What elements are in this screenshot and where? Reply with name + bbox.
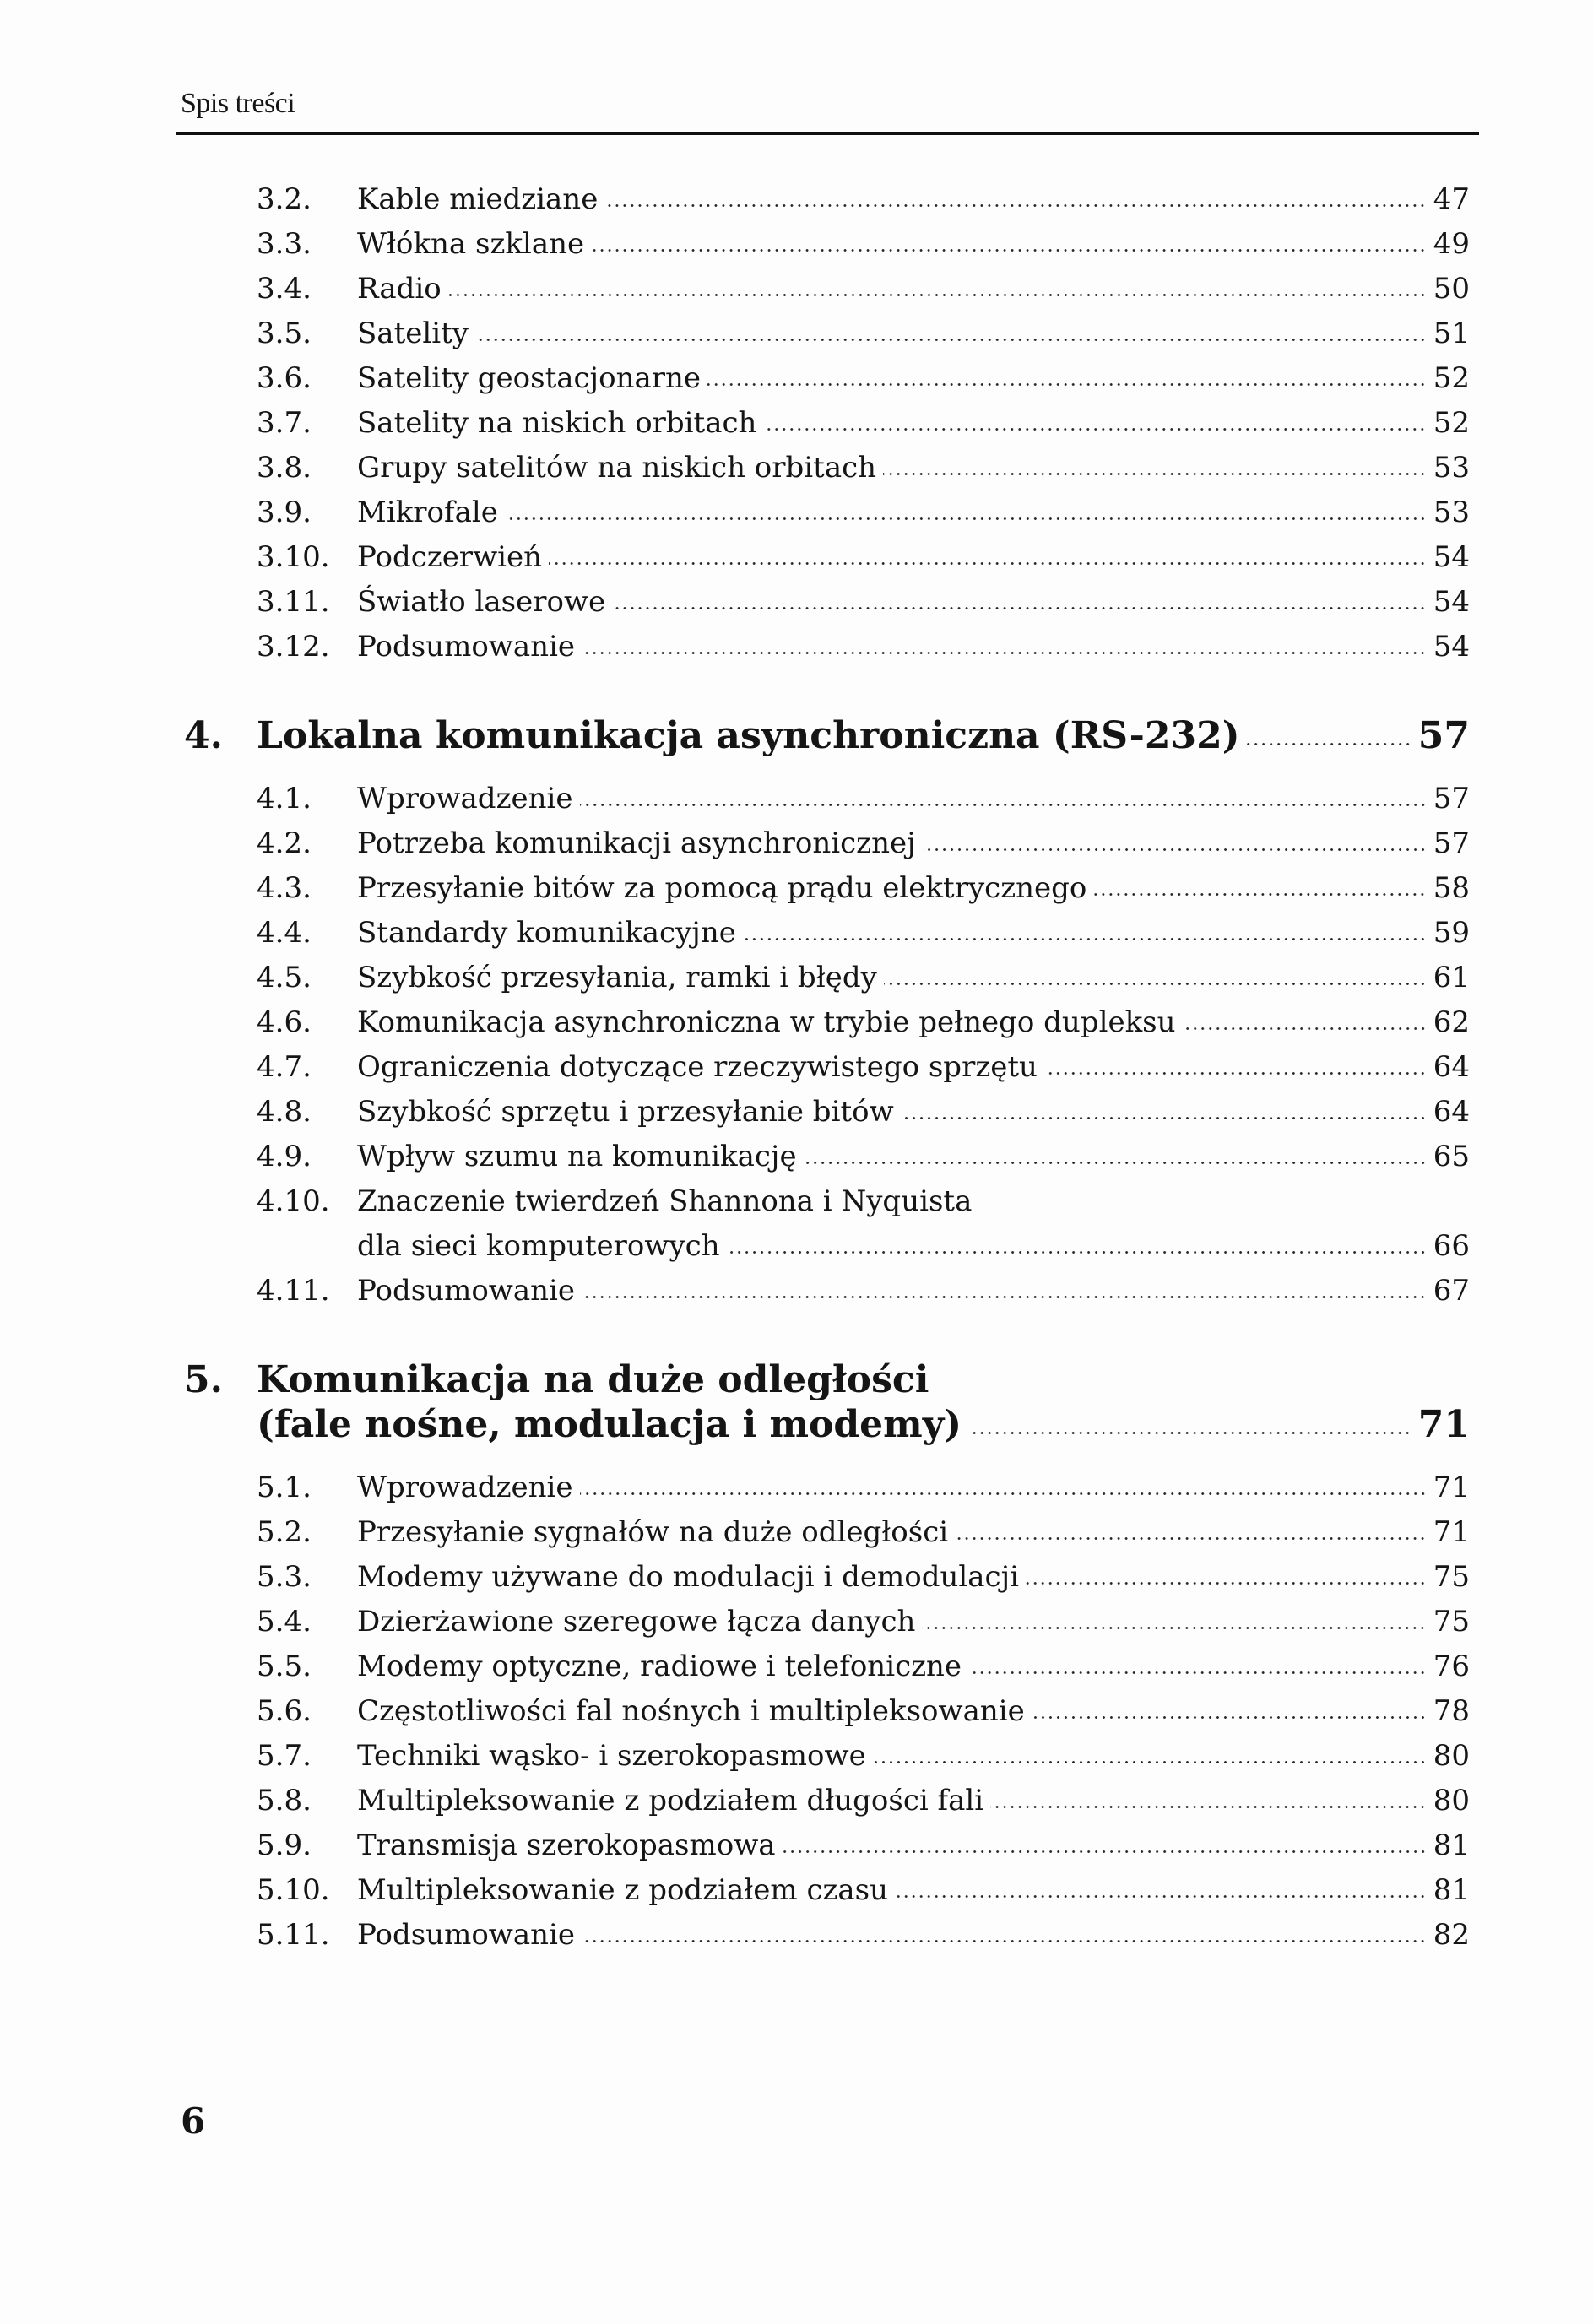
entry-title: Podsumowanie bbox=[357, 1274, 576, 1308]
dot-leader bbox=[591, 249, 1427, 252]
dot-leader bbox=[873, 1761, 1427, 1763]
entry-line bbox=[357, 1269, 1470, 1314]
entry-number: 4.5. bbox=[257, 961, 312, 994]
toc-entry[interactable] bbox=[0, 1689, 1593, 1734]
entry-title: Wpływ szumu na komunikację bbox=[357, 1140, 797, 1173]
toc-entry[interactable] bbox=[0, 1045, 1593, 1090]
dot-leader bbox=[968, 1432, 1411, 1434]
toc-entry[interactable] bbox=[0, 866, 1593, 911]
toc-entry[interactable] bbox=[0, 580, 1593, 625]
entry-number: 3.4. bbox=[257, 272, 312, 306]
entry-page: 57 bbox=[1433, 826, 1470, 860]
dot-leader bbox=[783, 1850, 1427, 1853]
toc-entry[interactable] bbox=[0, 821, 1593, 866]
entry-line bbox=[357, 1000, 1470, 1045]
entry-page: 57 bbox=[1417, 714, 1470, 757]
dot-leader bbox=[884, 983, 1427, 985]
dot-leader bbox=[580, 1492, 1427, 1495]
entry-page: 57 bbox=[1433, 782, 1470, 815]
entry-line bbox=[257, 713, 1470, 758]
entry-title: Częstotliwości fal nośnych i multipleksowanie bbox=[357, 1694, 1025, 1728]
entry-page: 54 bbox=[1433, 585, 1470, 619]
toc-entry[interactable] bbox=[0, 625, 1593, 669]
entry-number: 4.8. bbox=[257, 1095, 312, 1129]
entry-number: 3.10. bbox=[257, 540, 330, 574]
entry-line bbox=[357, 267, 1470, 311]
toc-entry[interactable] bbox=[0, 401, 1593, 446]
entry-line bbox=[357, 222, 1470, 267]
entry-line bbox=[357, 1600, 1470, 1644]
entry-page: 64 bbox=[1433, 1095, 1470, 1129]
dot-leader bbox=[727, 1251, 1427, 1254]
header-rule bbox=[176, 132, 1479, 135]
entry-line bbox=[357, 866, 1470, 911]
entry-line bbox=[357, 311, 1470, 356]
entry-title: Transmisja szerokopasmowa bbox=[357, 1828, 776, 1862]
entry-title: Multipleksowanie z podziałem czasu bbox=[357, 1873, 889, 1907]
dot-leader bbox=[582, 1940, 1427, 1942]
entry-page: 71 bbox=[1433, 1471, 1470, 1504]
toc-entry[interactable] bbox=[0, 911, 1593, 956]
dot-leader bbox=[923, 848, 1427, 851]
entry-page: 49 bbox=[1433, 227, 1470, 261]
entry-title: Przesyłanie sygnałów na duże odległości bbox=[357, 1515, 949, 1549]
dot-leader bbox=[580, 804, 1427, 806]
toc-entry[interactable] bbox=[0, 1000, 1593, 1045]
entry-page: 81 bbox=[1433, 1873, 1470, 1907]
toc-entry[interactable] bbox=[0, 777, 1593, 821]
dot-leader bbox=[604, 204, 1426, 207]
entry-line bbox=[357, 580, 1470, 625]
entry-number: 4.4. bbox=[257, 916, 312, 950]
entry-title: Standardy komunikacyjne bbox=[357, 916, 736, 950]
entry-number: 3.11. bbox=[257, 585, 330, 619]
toc-entry[interactable] bbox=[0, 1269, 1593, 1314]
entry-page: 80 bbox=[1433, 1739, 1470, 1773]
entry-line bbox=[257, 1402, 1470, 1447]
entry-page: 64 bbox=[1433, 1050, 1470, 1084]
entry-title: Multipleksowanie z podziałem długości fali bbox=[357, 1784, 984, 1817]
entry-number: 3.5. bbox=[257, 317, 312, 350]
toc-entry[interactable] bbox=[0, 1135, 1593, 1179]
entry-page: 62 bbox=[1433, 1005, 1470, 1039]
entry-number: 5.3. bbox=[257, 1560, 312, 1594]
entry-title: Podsumowanie bbox=[357, 630, 576, 664]
entry-title: Satelity na niskich orbitach bbox=[357, 406, 757, 440]
entry-number: 4.6. bbox=[257, 1005, 312, 1039]
entry-page: 75 bbox=[1433, 1560, 1470, 1594]
entry-title: Grupy satelitów na niskich orbitach bbox=[357, 451, 877, 485]
entry-title: Potrzeba komunikacji asynchronicznej bbox=[357, 826, 916, 860]
dot-leader bbox=[505, 517, 1427, 520]
entry-page: 61 bbox=[1433, 961, 1470, 994]
entry-number: 4.10. bbox=[257, 1184, 330, 1218]
entry-line bbox=[357, 446, 1470, 490]
entry-number: 5.1. bbox=[257, 1471, 312, 1504]
entry-page: 66 bbox=[1433, 1229, 1470, 1263]
entry-title-continued: (fale nośne, modulacja i modemy) bbox=[257, 1403, 962, 1446]
entry-line bbox=[357, 1644, 1470, 1689]
entry-page: 47 bbox=[1433, 182, 1470, 216]
entry-line bbox=[357, 777, 1470, 821]
entry-line bbox=[357, 1555, 1470, 1600]
entry-title: Techniki wąsko- i szerokopasmowe bbox=[357, 1739, 866, 1773]
entry-title: Komunikacja asynchroniczna w trybie pełnego dupleksu bbox=[357, 1005, 1176, 1039]
entry-title: Światło laserowe bbox=[357, 585, 606, 619]
entry-page: 75 bbox=[1433, 1605, 1470, 1639]
entry-number: 5.7. bbox=[257, 1739, 312, 1773]
toc-entry[interactable] bbox=[0, 1734, 1593, 1779]
entry-line bbox=[357, 177, 1470, 222]
entry-line bbox=[357, 1734, 1470, 1779]
entry-title: Modemy używane do modulacji i demodulacji bbox=[357, 1560, 1020, 1594]
entry-title: Wprowadzenie bbox=[357, 1471, 573, 1504]
toc-entry-continuation[interactable] bbox=[0, 1224, 1593, 1269]
entry-number: 5.9. bbox=[257, 1828, 312, 1862]
toc-entry[interactable] bbox=[0, 222, 1593, 267]
dot-leader bbox=[707, 383, 1427, 386]
entry-title: Przesyłanie bitów za pomocą prądu elektrycznego bbox=[357, 871, 1087, 905]
entry-page: 50 bbox=[1433, 272, 1470, 306]
entry-line bbox=[357, 1045, 1470, 1090]
entry-page: 54 bbox=[1433, 630, 1470, 664]
toc-entry-continuation[interactable] bbox=[0, 1402, 1593, 1447]
table-of-contents bbox=[0, 177, 1593, 1958]
entry-number: 3.7. bbox=[257, 406, 312, 440]
entry-number: 4.7. bbox=[257, 1050, 312, 1084]
dot-leader bbox=[955, 1537, 1427, 1540]
entry-line bbox=[357, 821, 1470, 866]
entry-number: 5.2. bbox=[257, 1515, 312, 1549]
entry-title: Szybkość przesyłania, ramki i błędy bbox=[357, 961, 877, 994]
entry-page: 51 bbox=[1433, 317, 1470, 350]
entry-number: 4.3. bbox=[257, 871, 312, 905]
toc-entry[interactable] bbox=[0, 1555, 1593, 1600]
entry-number: 4.11. bbox=[257, 1274, 330, 1308]
dot-leader bbox=[1026, 1582, 1427, 1585]
toc-entry[interactable] bbox=[0, 267, 1593, 311]
running-header: Spis treści bbox=[181, 88, 295, 119]
entry-title: Szybkość sprzętu i przesyłanie bitów bbox=[357, 1095, 894, 1129]
entry-page: 78 bbox=[1433, 1694, 1470, 1728]
entry-title: Komunikacja na duże odległości bbox=[257, 1358, 929, 1401]
dot-leader bbox=[763, 428, 1426, 431]
toc-entry[interactable] bbox=[0, 1179, 1593, 1224]
dot-leader bbox=[990, 1806, 1427, 1808]
toc-entry[interactable] bbox=[0, 1465, 1593, 1510]
entry-number: 5. bbox=[184, 1358, 223, 1401]
entry-title: Podczerwień bbox=[357, 540, 543, 574]
toc-entry[interactable] bbox=[0, 1644, 1593, 1689]
entry-line bbox=[357, 1224, 1470, 1269]
entry-number: 5.5. bbox=[257, 1650, 312, 1683]
entry-line bbox=[357, 1823, 1470, 1868]
entry-page: 58 bbox=[1433, 871, 1470, 905]
dot-leader bbox=[582, 652, 1427, 654]
toc-entry[interactable] bbox=[0, 490, 1593, 535]
entry-number: 3.9. bbox=[257, 496, 312, 529]
entry-line bbox=[257, 1357, 1470, 1402]
entry-number: 3.12. bbox=[257, 630, 330, 664]
entry-title: Radio bbox=[357, 272, 442, 306]
entry-page: 67 bbox=[1433, 1274, 1470, 1308]
entry-page: 59 bbox=[1433, 916, 1470, 950]
entry-line bbox=[357, 535, 1470, 580]
toc-entry[interactable] bbox=[0, 1090, 1593, 1135]
entry-line bbox=[357, 956, 1470, 1000]
dot-leader bbox=[968, 1671, 1427, 1674]
toc-entry[interactable] bbox=[0, 535, 1593, 580]
dot-leader bbox=[1247, 743, 1411, 745]
entry-title-continued: dla sieci komputerowych bbox=[357, 1229, 720, 1263]
dot-leader bbox=[1093, 893, 1426, 896]
entry-line bbox=[357, 1510, 1470, 1555]
entry-title: Wprowadzenie bbox=[357, 782, 573, 815]
entry-line bbox=[357, 1179, 1470, 1224]
toc-entry[interactable] bbox=[0, 177, 1593, 222]
entry-title: Włókna szklane bbox=[357, 227, 585, 261]
entry-number: 5.6. bbox=[257, 1694, 312, 1728]
dot-leader bbox=[582, 1296, 1427, 1298]
entry-page: 81 bbox=[1433, 1828, 1470, 1862]
toc-entry[interactable] bbox=[0, 1823, 1593, 1868]
entry-line bbox=[357, 1135, 1470, 1179]
dot-leader bbox=[1032, 1716, 1427, 1719]
entry-line bbox=[357, 490, 1470, 535]
entry-line bbox=[357, 1090, 1470, 1135]
entry-title: Satelity bbox=[357, 317, 469, 350]
dot-leader bbox=[743, 938, 1427, 940]
entry-line bbox=[357, 911, 1470, 956]
toc-entry[interactable] bbox=[0, 1779, 1593, 1823]
entry-page: 65 bbox=[1433, 1140, 1470, 1173]
entry-page: 71 bbox=[1433, 1515, 1470, 1549]
dot-leader bbox=[1183, 1027, 1427, 1030]
entry-number: 3.2. bbox=[257, 182, 312, 216]
entry-title: Satelity geostacjonarne bbox=[357, 361, 702, 395]
entry-number: 3.6. bbox=[257, 361, 312, 395]
entry-title: Kable miedziane bbox=[357, 182, 599, 216]
entry-line bbox=[357, 625, 1470, 669]
entry-number: 5.10. bbox=[257, 1873, 330, 1907]
toc-entry[interactable] bbox=[0, 1868, 1593, 1913]
entry-number: 5.4. bbox=[257, 1605, 312, 1639]
entry-title: Podsumowanie bbox=[357, 1918, 576, 1952]
entry-page: 82 bbox=[1433, 1918, 1470, 1952]
entry-number: 5.8. bbox=[257, 1784, 312, 1817]
toc-entry[interactable] bbox=[0, 1510, 1593, 1555]
entry-number: 4.2. bbox=[257, 826, 312, 860]
entry-title: Dzierżawione szeregowe łącza danych bbox=[357, 1605, 916, 1639]
entry-number: 3.8. bbox=[257, 451, 312, 485]
entry-number: 4.1. bbox=[257, 782, 312, 815]
toc-chapter[interactable] bbox=[0, 1357, 1593, 1402]
entry-title: Mikrofale bbox=[357, 496, 498, 529]
entry-title: Znaczenie twierdzeń Shannona i Nyquista bbox=[357, 1184, 973, 1218]
entry-line bbox=[357, 1465, 1470, 1510]
toc-entry[interactable] bbox=[0, 446, 1593, 490]
dot-leader bbox=[901, 1117, 1427, 1119]
entry-page: 71 bbox=[1417, 1403, 1470, 1446]
entry-title: Lokalna komunikacja asynchroniczna (RS-232) bbox=[257, 714, 1240, 757]
toc-entry[interactable] bbox=[0, 956, 1593, 1000]
dot-leader bbox=[895, 1895, 1427, 1898]
entry-line bbox=[357, 356, 1470, 401]
dot-leader bbox=[883, 473, 1427, 475]
entry-page: 76 bbox=[1433, 1650, 1470, 1683]
entry-number: 5.11. bbox=[257, 1918, 330, 1952]
entry-number: 4. bbox=[184, 714, 223, 757]
entry-line bbox=[357, 1868, 1470, 1913]
dot-leader bbox=[612, 607, 1427, 609]
page-number: 6 bbox=[181, 2100, 206, 2142]
toc-entry[interactable] bbox=[0, 1913, 1593, 1958]
entry-title: Ograniczenia dotyczące rzeczywistego sprzętu bbox=[357, 1050, 1038, 1084]
dot-leader bbox=[804, 1162, 1427, 1164]
entry-line bbox=[357, 401, 1470, 446]
entry-number: 3.3. bbox=[257, 227, 312, 261]
entry-line bbox=[357, 1779, 1470, 1823]
dot-leader bbox=[475, 339, 1427, 341]
toc-entry[interactable] bbox=[0, 311, 1593, 356]
dot-leader bbox=[448, 294, 1427, 296]
entry-page: 52 bbox=[1433, 361, 1470, 395]
entry-page: 53 bbox=[1433, 451, 1470, 485]
dot-leader bbox=[922, 1627, 1426, 1629]
entry-number: 4.9. bbox=[257, 1140, 312, 1173]
toc-entry[interactable] bbox=[0, 356, 1593, 401]
entry-line bbox=[357, 1689, 1470, 1734]
dot-leader bbox=[1044, 1072, 1427, 1075]
dot-leader bbox=[549, 562, 1427, 565]
toc-chapter[interactable] bbox=[0, 713, 1593, 758]
entry-page: 52 bbox=[1433, 406, 1470, 440]
entry-title: Modemy optyczne, radiowe i telefoniczne bbox=[357, 1650, 962, 1683]
entry-page: 80 bbox=[1433, 1784, 1470, 1817]
entry-page: 54 bbox=[1433, 540, 1470, 574]
entry-line bbox=[357, 1913, 1470, 1958]
toc-entry[interactable] bbox=[0, 1600, 1593, 1644]
entry-page: 53 bbox=[1433, 496, 1470, 529]
